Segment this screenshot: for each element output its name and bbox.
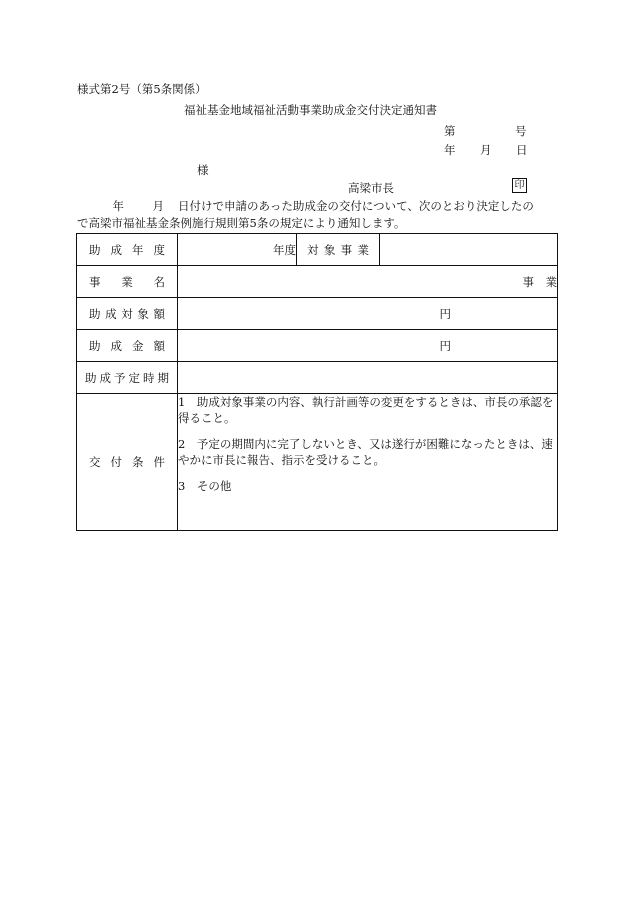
table-row [77, 362, 558, 394]
table-row [77, 298, 558, 330]
document-number-prefix: 第 [444, 124, 456, 138]
table-row [77, 394, 558, 531]
target-business-value-cell [380, 234, 558, 266]
sender-name: 高梁市長 [348, 181, 394, 195]
schedule-label-cell [77, 362, 178, 394]
condition-item-1: 1 助成対象事業の内容、執行計画等の変更をするときは、市長の承認を得ること。 [178, 395, 554, 425]
business-name-value-cell [178, 266, 558, 298]
notice-body-line-1 [84, 199, 534, 213]
schedule-value-cell [178, 362, 558, 394]
date-year-label: 年 [444, 143, 456, 157]
schedule-label: 助 成 予 定 時 期 [85, 370, 169, 385]
notice-body-text-1: 日付けで申請のあった助成金の交付について、次のとおり決定したの [178, 199, 534, 213]
grant-details-table [76, 233, 558, 531]
target-amount-value-cell [178, 298, 558, 330]
target-amount-label: 助 成 対 象 額 [89, 306, 165, 321]
conditions-label: 交 付 条 件 [89, 455, 165, 469]
grant-amount-label-cell [77, 330, 178, 362]
business-name-label-cell [77, 266, 178, 298]
condition-item-2: 2 予定の期間内に完了しないとき、又は遂行が困難になったときは、速やかに市長に報告、指示を受けること。 [178, 437, 553, 467]
fiscal-year-value-cell [178, 234, 297, 266]
document-number-suffix: 号 [515, 124, 527, 138]
date-month-label: 月 [480, 143, 492, 157]
grant-amount-label: 助 成 金 額 [89, 338, 165, 353]
condition-item-3: 3 その他 [178, 479, 232, 493]
target-business-label: 対 象 事 業 [307, 242, 369, 257]
document-title: 福祉基金地域福祉活動事業助成金交付決定通知書 [184, 103, 437, 117]
notice-body-line-2: で高梁市福祉基金条例施行規則第5条の規定により通知します。 [77, 216, 406, 230]
form-number-label: 様式第2号（第5条関係） [77, 82, 207, 96]
business-name-label: 事 業 名 [89, 274, 165, 289]
conditions-label-cell [77, 394, 178, 531]
fiscal-year-label: 助 成 年 度 [89, 242, 165, 257]
fiscal-year-label-cell [77, 234, 178, 266]
target-business-label-cell [297, 234, 380, 266]
target-amount-label-cell [77, 298, 178, 330]
target-amount-unit: 円 [439, 306, 451, 321]
table-row [77, 266, 558, 298]
seal-mark: 印 [512, 178, 527, 193]
table-row [77, 234, 558, 266]
grant-amount-unit: 円 [439, 338, 451, 353]
conditions-value-cell [178, 394, 558, 531]
date-day-label: 日 [516, 143, 528, 157]
application-year-label: 年 [112, 199, 124, 213]
table-row [77, 330, 558, 362]
application-month-label: 月 [152, 199, 164, 213]
grant-amount-value-cell [178, 330, 558, 362]
addressee-honorific: 様 [197, 163, 209, 177]
fiscal-year-unit: 年度 [273, 242, 296, 257]
business-unit: 事 業 [522, 274, 557, 289]
